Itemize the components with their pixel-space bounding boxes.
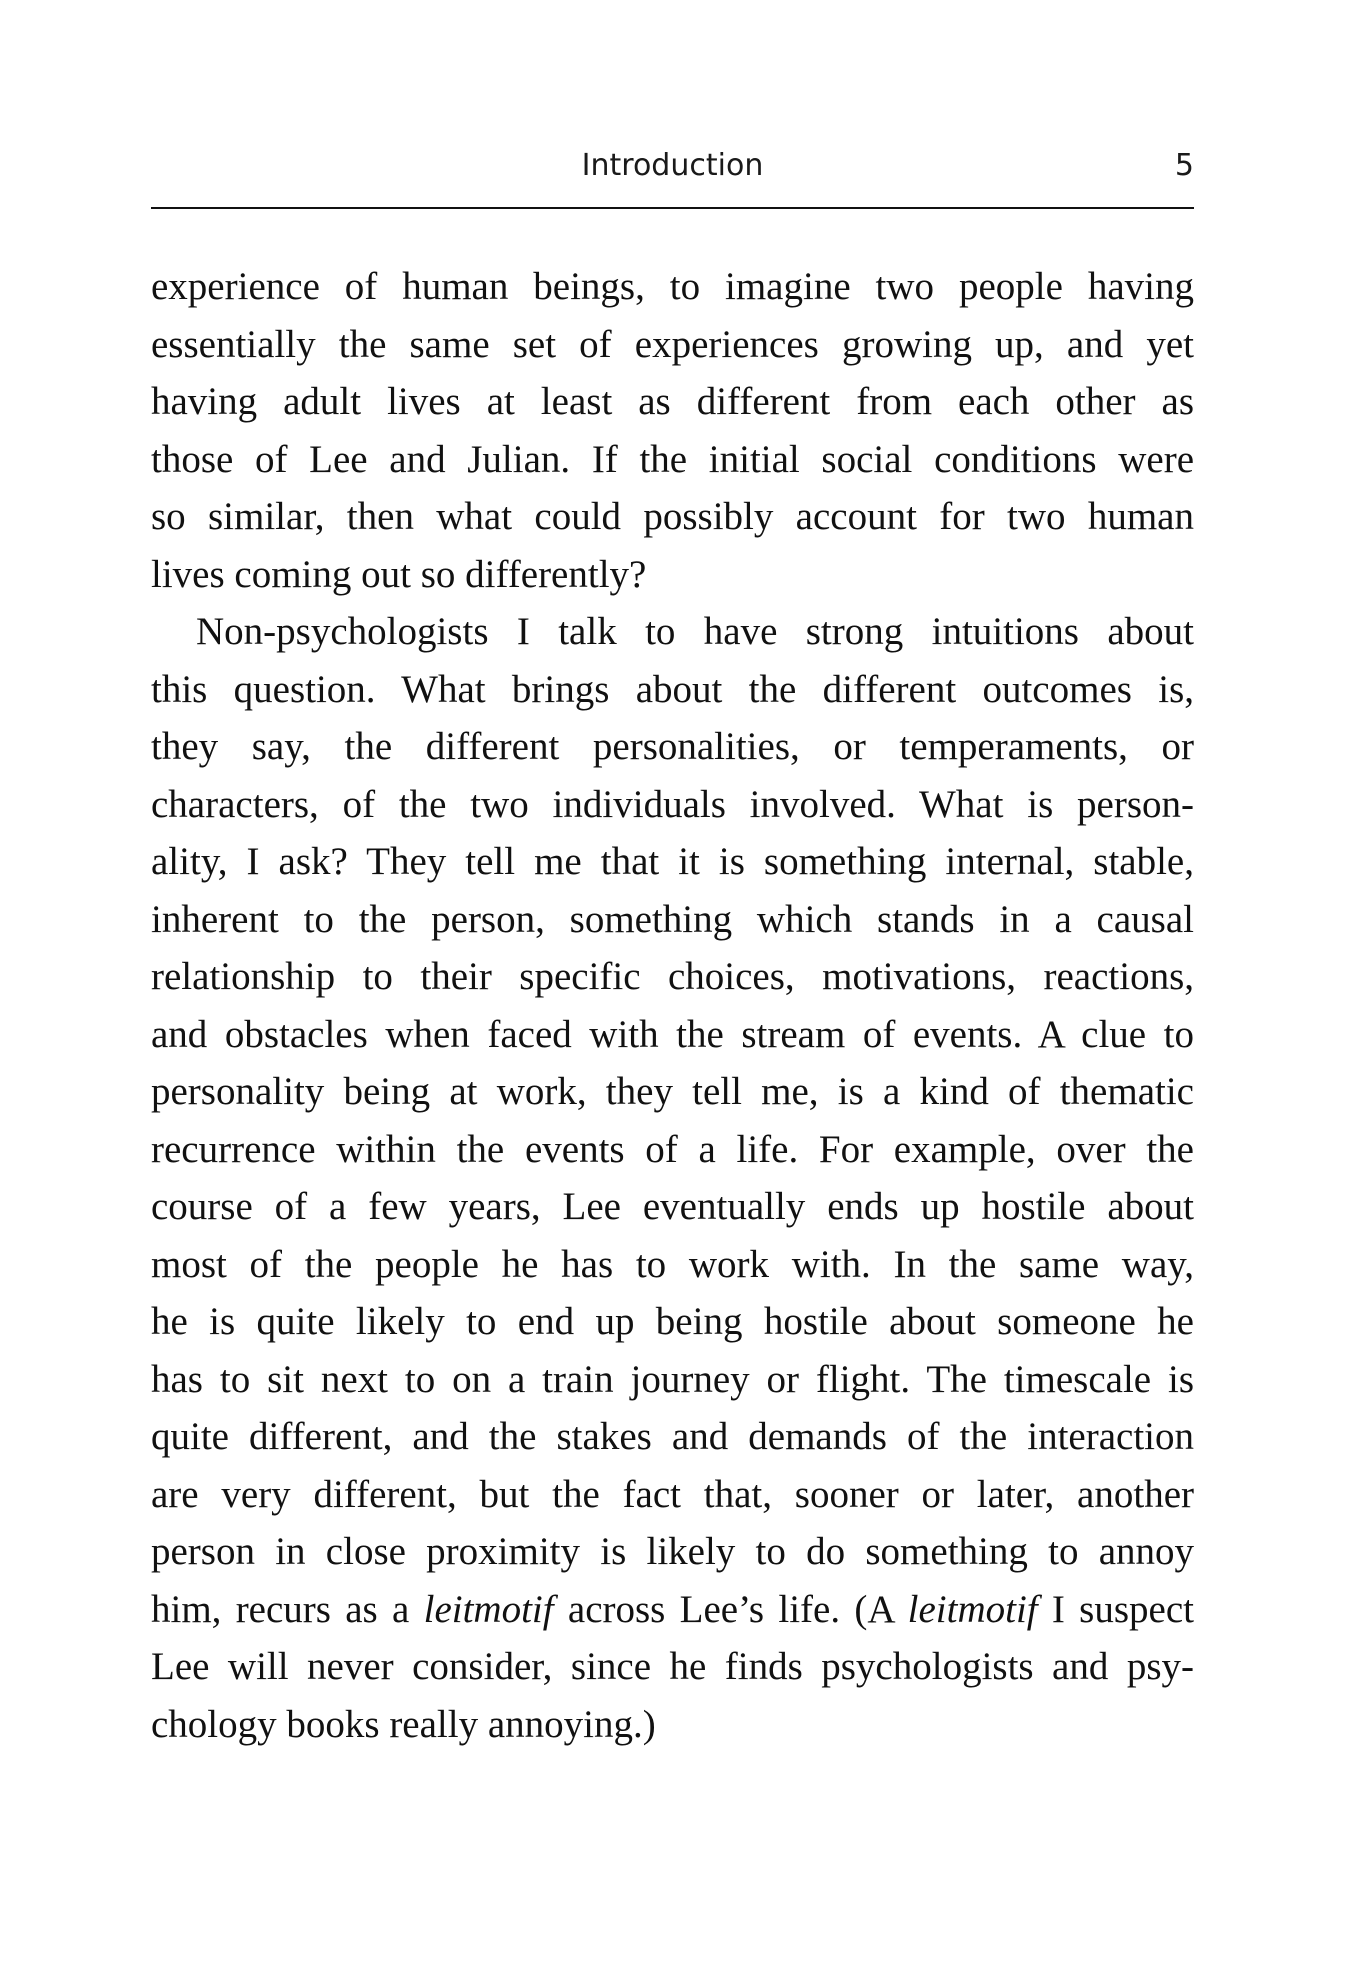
text-line-with-italics <box>151 1581 1194 1639</box>
text-line: has to sit next to on a train journey or flight. The timescale is <box>151 1357 1194 1401</box>
italic-term: leitmotif <box>423 1587 554 1631</box>
text-line: so similar, then what could possibly account for two human <box>151 495 1194 538</box>
text-line: person in close proximity is likely to do something to annoy <box>151 1530 1194 1573</box>
text-line: experience of human beings, to imagine two people having <box>151 265 1194 308</box>
text-line: chology books really annoying.) <box>151 1702 656 1746</box>
header-rule <box>151 207 1194 209</box>
text-line: are very different, but the fact that, sooner or later, another <box>151 1472 1194 1516</box>
text-line: quite different, and the stakes and demands of the interaction <box>151 1415 1194 1458</box>
text-line: having adult lives at least as different from each other as <box>151 380 1194 423</box>
text-line: and obstacles when faced with the stream of events. A clue to <box>151 1012 1194 1056</box>
text-line: lives coming out so differently? <box>151 552 647 596</box>
paragraph-2 <box>151 603 1194 1753</box>
text-line: characters, of the two individuals involved. What is person- <box>151 782 1194 826</box>
page-number: 5 <box>1174 148 1194 183</box>
text-line: Lee will never consider, since he finds psychologists and psy- <box>151 1645 1194 1688</box>
text-line: Non-psychologists I talk to have strong intuitions about <box>196 610 1194 653</box>
text-line: course of a few years, Lee eventually ends up hostile about <box>151 1185 1194 1228</box>
running-head-title: Introduction <box>581 148 764 183</box>
text-line: personality being at work, they tell me, is a kind of thematic <box>151 1070 1194 1113</box>
body-text <box>151 258 1194 1753</box>
paragraph-1 <box>151 258 1194 603</box>
text-line: this question. What brings about the different outcomes is, <box>151 667 1194 711</box>
text-line: relationship to their specific choices, motivations, reactions, <box>151 955 1194 998</box>
text-segment: I suspect <box>1037 1587 1194 1631</box>
text-segment: him, recurs as a <box>151 1587 424 1631</box>
text-line: he is quite likely to end up being hostile about someone he <box>151 1300 1194 1343</box>
text-line: they say, the different personalities, or temperaments, or <box>151 725 1194 768</box>
text-line: essentially the same set of experiences growing up, and yet <box>151 322 1194 366</box>
text-segment: across Lee’s life. (A <box>553 1587 908 1631</box>
text-line: most of the people he has to work with. In the same way, <box>151 1242 1194 1286</box>
text-line: recurrence within the events of a life. For example, over the <box>151 1127 1194 1171</box>
text-line: ality, I ask? They tell me that it is something internal, stable, <box>151 840 1194 883</box>
running-head <box>151 146 1194 186</box>
text-line: those of Lee and Julian. If the initial social conditions were <box>151 437 1194 481</box>
text-line: inherent to the person, something which stands in a causal <box>151 897 1194 941</box>
italic-term: leitmotif <box>907 1587 1038 1631</box>
